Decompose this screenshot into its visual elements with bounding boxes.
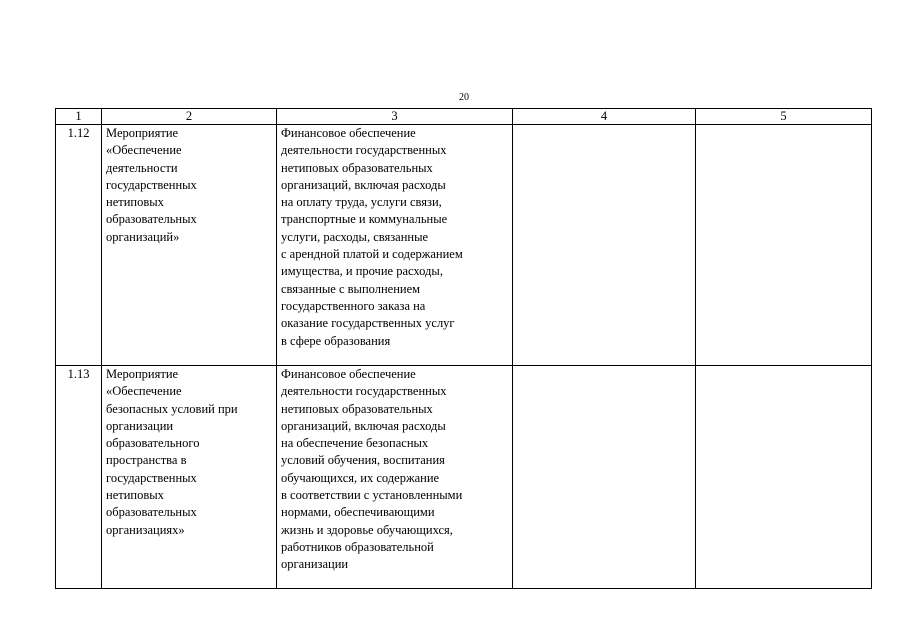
- table-header-row: [56, 109, 872, 125]
- description-line: на оплату труда, услуги связи,: [281, 195, 442, 210]
- description-line: организаций, включая расходы: [281, 177, 446, 192]
- description-line: организации: [281, 557, 349, 572]
- description-line: транспортные и коммунальные: [281, 212, 448, 227]
- event-line: организаций»: [106, 229, 180, 244]
- event-line: нетиповых: [106, 488, 164, 503]
- event-line: пространства в: [106, 453, 187, 468]
- header-col-5: 5: [696, 109, 872, 125]
- event-line: организации: [106, 418, 174, 433]
- event-line: образовательных: [106, 212, 197, 227]
- description-line: деятельности государственных: [281, 143, 447, 158]
- event-line: государственных: [106, 177, 197, 192]
- description-line: имущества, и прочие расходы,: [281, 264, 443, 279]
- page-number: 20: [459, 92, 469, 103]
- description-line: обучающихся, их содержание: [281, 470, 440, 485]
- col-4-cell: [513, 366, 696, 589]
- description-line: в соответствии с установленными: [281, 488, 463, 503]
- description-line: оказание государственных услуг: [281, 316, 455, 331]
- description-line: работников образовательной: [281, 539, 434, 554]
- description-line: нормами, обеспечивающими: [281, 505, 435, 520]
- description-line: нетиповых образовательных: [281, 401, 433, 416]
- event-line: Мероприятие: [106, 367, 179, 381]
- description-line: государственного заказа на: [281, 298, 426, 313]
- event-line: Мероприятие: [106, 126, 179, 140]
- description-line: деятельности государственных: [281, 384, 447, 399]
- header-col-2: 2: [102, 109, 277, 125]
- description-line: связанные с выполнением: [281, 281, 421, 296]
- event-line: образовательных: [106, 505, 197, 520]
- event-line: «Обеспечение: [106, 143, 182, 158]
- description-line: условий обучения, воспитания: [281, 453, 445, 468]
- event-line: государственных: [106, 470, 197, 485]
- events-table: [55, 108, 872, 589]
- description-line: услуги, расходы, связанные: [281, 229, 429, 244]
- event-name-cell: [102, 125, 277, 366]
- event-line: организациях»: [106, 522, 185, 537]
- event-line: деятельности: [106, 160, 178, 175]
- row-number: 1.13: [56, 366, 102, 589]
- description-line: жизнь и здоровье обучающихся,: [281, 522, 453, 537]
- description-cell: [277, 125, 513, 366]
- event-line: «Обеспечение: [106, 384, 182, 399]
- event-line: нетиповых: [106, 195, 164, 210]
- description-line: в сфере образования: [281, 333, 391, 348]
- description-cell: [277, 366, 513, 589]
- event-name-cell: [102, 366, 277, 589]
- col-5-cell: [696, 125, 872, 366]
- row-number: 1.12: [56, 125, 102, 366]
- table-row: [56, 366, 872, 589]
- table-row: [56, 125, 872, 366]
- header-col-3: 3: [277, 109, 513, 125]
- description-line: Финансовое обеспечение: [281, 367, 416, 381]
- header-col-1: 1: [56, 109, 102, 125]
- description-line: на обеспечение безопасных: [281, 436, 429, 451]
- description-line: нетиповых образовательных: [281, 160, 433, 175]
- col-4-cell: [513, 125, 696, 366]
- description-line: с арендной платой и содержанием: [281, 247, 463, 262]
- event-line: безопасных условий при: [106, 401, 238, 416]
- description-line: организаций, включая расходы: [281, 418, 446, 433]
- description-line: Финансовое обеспечение: [281, 126, 416, 140]
- event-line: образовательного: [106, 436, 200, 451]
- col-5-cell: [696, 366, 872, 589]
- header-col-4: 4: [513, 109, 696, 125]
